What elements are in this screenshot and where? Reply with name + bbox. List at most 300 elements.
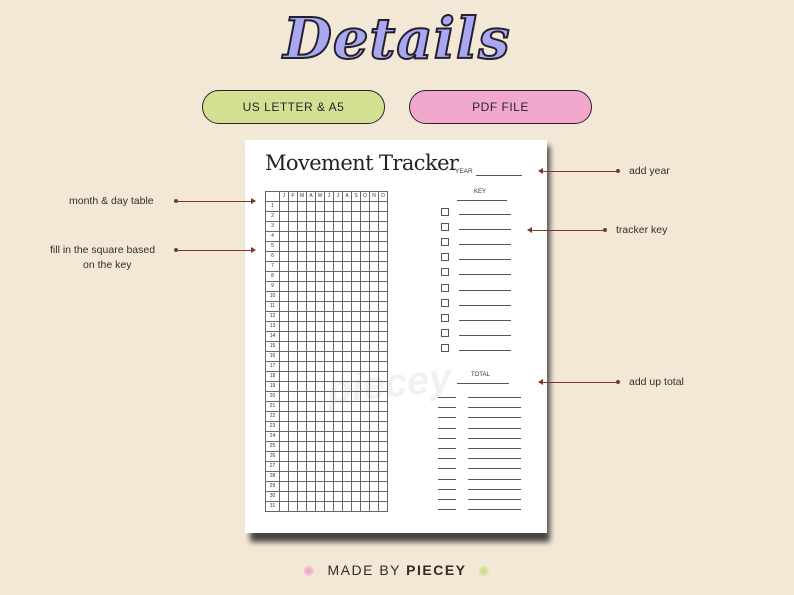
tracker-cell[interactable] bbox=[370, 262, 379, 272]
tracker-cell[interactable] bbox=[334, 502, 343, 512]
tracker-cell[interactable] bbox=[379, 402, 388, 412]
tracker-cell[interactable] bbox=[343, 302, 352, 312]
tracker-cell[interactable] bbox=[325, 212, 334, 222]
tracker-cell[interactable] bbox=[334, 322, 343, 332]
tracker-cell[interactable] bbox=[280, 232, 289, 242]
tracker-cell[interactable] bbox=[316, 322, 325, 332]
tracker-cell[interactable] bbox=[370, 202, 379, 212]
tracker-cell[interactable] bbox=[361, 482, 370, 492]
tracker-cell[interactable] bbox=[289, 402, 298, 412]
tracker-cell[interactable] bbox=[361, 272, 370, 282]
tracker-cell[interactable] bbox=[361, 412, 370, 422]
tracker-cell[interactable] bbox=[307, 222, 316, 232]
tracker-cell[interactable] bbox=[361, 282, 370, 292]
tracker-cell[interactable] bbox=[343, 232, 352, 242]
tracker-cell[interactable] bbox=[316, 442, 325, 452]
tracker-cell[interactable] bbox=[352, 392, 361, 402]
tracker-cell[interactable] bbox=[316, 432, 325, 442]
tracker-cell[interactable] bbox=[379, 292, 388, 302]
tracker-cell[interactable] bbox=[289, 392, 298, 402]
tracker-cell[interactable] bbox=[361, 332, 370, 342]
tracker-cell[interactable] bbox=[307, 302, 316, 312]
tracker-cell[interactable] bbox=[316, 492, 325, 502]
tracker-cell[interactable] bbox=[370, 452, 379, 462]
tracker-cell[interactable] bbox=[370, 252, 379, 262]
tracker-cell[interactable] bbox=[379, 482, 388, 492]
tracker-cell[interactable] bbox=[343, 352, 352, 362]
tracker-cell[interactable] bbox=[352, 272, 361, 282]
tracker-cell[interactable] bbox=[325, 502, 334, 512]
tracker-cell[interactable] bbox=[352, 362, 361, 372]
tracker-cell[interactable] bbox=[343, 292, 352, 302]
tracker-cell[interactable] bbox=[370, 322, 379, 332]
tracker-cell[interactable] bbox=[289, 462, 298, 472]
tracker-cell[interactable] bbox=[280, 462, 289, 472]
tracker-cell[interactable] bbox=[316, 212, 325, 222]
tracker-cell[interactable] bbox=[379, 242, 388, 252]
tracker-cell[interactable] bbox=[370, 302, 379, 312]
tracker-cell[interactable] bbox=[343, 482, 352, 492]
tracker-cell[interactable] bbox=[343, 332, 352, 342]
tracker-cell[interactable] bbox=[289, 202, 298, 212]
tracker-cell[interactable] bbox=[370, 352, 379, 362]
tracker-cell[interactable] bbox=[379, 272, 388, 282]
tracker-cell[interactable] bbox=[352, 402, 361, 412]
tracker-cell[interactable] bbox=[289, 262, 298, 272]
key-checkbox[interactable] bbox=[441, 284, 449, 292]
tracker-cell[interactable] bbox=[316, 302, 325, 312]
tracker-cell[interactable] bbox=[325, 202, 334, 212]
tracker-cell[interactable] bbox=[334, 422, 343, 432]
tracker-cell[interactable] bbox=[352, 252, 361, 262]
tracker-cell[interactable] bbox=[379, 232, 388, 242]
tracker-cell[interactable] bbox=[280, 202, 289, 212]
tracker-cell[interactable] bbox=[325, 382, 334, 392]
tracker-cell[interactable] bbox=[343, 472, 352, 482]
tracker-cell[interactable] bbox=[298, 232, 307, 242]
tracker-cell[interactable] bbox=[325, 442, 334, 452]
tracker-cell[interactable] bbox=[361, 402, 370, 412]
tracker-cell[interactable] bbox=[343, 262, 352, 272]
tracker-cell[interactable] bbox=[298, 432, 307, 442]
tracker-cell[interactable] bbox=[343, 432, 352, 442]
tracker-cell[interactable] bbox=[361, 392, 370, 402]
tracker-cell[interactable] bbox=[316, 382, 325, 392]
tracker-cell[interactable] bbox=[334, 392, 343, 402]
tracker-cell[interactable] bbox=[325, 322, 334, 332]
tracker-cell[interactable] bbox=[370, 282, 379, 292]
tracker-cell[interactable] bbox=[361, 502, 370, 512]
tracker-cell[interactable] bbox=[316, 362, 325, 372]
tracker-cell[interactable] bbox=[334, 412, 343, 422]
tracker-cell[interactable] bbox=[289, 412, 298, 422]
tracker-cell[interactable] bbox=[307, 462, 316, 472]
tracker-cell[interactable] bbox=[307, 202, 316, 212]
tracker-cell[interactable] bbox=[325, 492, 334, 502]
tracker-cell[interactable] bbox=[307, 352, 316, 362]
tracker-cell[interactable] bbox=[379, 312, 388, 322]
tracker-cell[interactable] bbox=[379, 262, 388, 272]
tracker-cell[interactable] bbox=[361, 442, 370, 452]
tracker-cell[interactable] bbox=[307, 242, 316, 252]
tracker-cell[interactable] bbox=[298, 372, 307, 382]
tracker-cell[interactable] bbox=[370, 242, 379, 252]
tracker-cell[interactable] bbox=[379, 352, 388, 362]
tracker-cell[interactable] bbox=[280, 322, 289, 332]
tracker-cell[interactable] bbox=[370, 442, 379, 452]
tracker-cell[interactable] bbox=[379, 302, 388, 312]
tracker-cell[interactable] bbox=[334, 372, 343, 382]
tracker-cell[interactable] bbox=[325, 402, 334, 412]
tracker-cell[interactable] bbox=[316, 202, 325, 212]
tracker-cell[interactable] bbox=[379, 362, 388, 372]
tracker-cell[interactable] bbox=[316, 252, 325, 262]
tracker-cell[interactable] bbox=[352, 352, 361, 362]
tracker-cell[interactable] bbox=[379, 462, 388, 472]
tracker-cell[interactable] bbox=[325, 242, 334, 252]
tracker-cell[interactable] bbox=[298, 222, 307, 232]
tracker-cell[interactable] bbox=[316, 292, 325, 302]
tracker-cell[interactable] bbox=[334, 402, 343, 412]
tracker-cell[interactable] bbox=[370, 392, 379, 402]
tracker-cell[interactable] bbox=[316, 472, 325, 482]
tracker-cell[interactable] bbox=[334, 292, 343, 302]
tracker-cell[interactable] bbox=[352, 432, 361, 442]
tracker-cell[interactable] bbox=[307, 272, 316, 282]
tracker-cell[interactable] bbox=[370, 472, 379, 482]
tracker-cell[interactable] bbox=[361, 312, 370, 322]
tracker-cell[interactable] bbox=[307, 322, 316, 332]
tracker-cell[interactable] bbox=[298, 212, 307, 222]
tracker-cell[interactable] bbox=[298, 362, 307, 372]
tracker-cell[interactable] bbox=[289, 322, 298, 332]
tracker-cell[interactable] bbox=[325, 302, 334, 312]
tracker-cell[interactable] bbox=[289, 502, 298, 512]
tracker-cell[interactable] bbox=[370, 432, 379, 442]
tracker-cell[interactable] bbox=[280, 442, 289, 452]
tracker-cell[interactable] bbox=[280, 222, 289, 232]
tracker-cell[interactable] bbox=[379, 342, 388, 352]
tracker-cell[interactable] bbox=[352, 442, 361, 452]
tracker-cell[interactable] bbox=[316, 402, 325, 412]
tracker-cell[interactable] bbox=[334, 342, 343, 352]
tracker-cell[interactable] bbox=[343, 402, 352, 412]
tracker-cell[interactable] bbox=[325, 432, 334, 442]
tracker-cell[interactable] bbox=[370, 462, 379, 472]
tracker-cell[interactable] bbox=[325, 262, 334, 272]
tracker-cell[interactable] bbox=[352, 222, 361, 232]
tracker-cell[interactable] bbox=[316, 232, 325, 242]
tracker-cell[interactable] bbox=[289, 312, 298, 322]
tracker-cell[interactable] bbox=[343, 342, 352, 352]
tracker-cell[interactable] bbox=[352, 262, 361, 272]
tracker-cell[interactable] bbox=[298, 422, 307, 432]
tracker-cell[interactable] bbox=[280, 482, 289, 492]
tracker-cell[interactable] bbox=[307, 312, 316, 322]
tracker-cell[interactable] bbox=[352, 382, 361, 392]
tracker-cell[interactable] bbox=[325, 222, 334, 232]
tracker-cell[interactable] bbox=[379, 372, 388, 382]
tracker-cell[interactable] bbox=[316, 422, 325, 432]
tracker-cell[interactable] bbox=[334, 302, 343, 312]
tracker-cell[interactable] bbox=[280, 332, 289, 342]
tracker-cell[interactable] bbox=[379, 412, 388, 422]
tracker-cell[interactable] bbox=[316, 482, 325, 492]
tracker-cell[interactable] bbox=[343, 272, 352, 282]
tracker-cell[interactable] bbox=[334, 232, 343, 242]
tracker-cell[interactable] bbox=[352, 212, 361, 222]
tracker-cell[interactable] bbox=[316, 222, 325, 232]
tracker-cell[interactable] bbox=[343, 422, 352, 432]
tracker-cell[interactable] bbox=[280, 212, 289, 222]
tracker-cell[interactable] bbox=[379, 442, 388, 452]
tracker-cell[interactable] bbox=[289, 382, 298, 392]
tracker-cell[interactable] bbox=[361, 422, 370, 432]
tracker-cell[interactable] bbox=[352, 242, 361, 252]
tracker-cell[interactable] bbox=[325, 412, 334, 422]
key-checkbox[interactable] bbox=[441, 329, 449, 337]
tracker-cell[interactable] bbox=[280, 342, 289, 352]
tracker-cell[interactable] bbox=[361, 202, 370, 212]
tracker-cell[interactable] bbox=[379, 322, 388, 332]
tracker-cell[interactable] bbox=[361, 222, 370, 232]
tracker-cell[interactable] bbox=[298, 412, 307, 422]
tracker-cell[interactable] bbox=[307, 372, 316, 382]
tracker-cell[interactable] bbox=[361, 372, 370, 382]
tracker-cell[interactable] bbox=[325, 292, 334, 302]
tracker-cell[interactable] bbox=[361, 212, 370, 222]
tracker-cell[interactable] bbox=[307, 472, 316, 482]
tracker-cell[interactable] bbox=[343, 362, 352, 372]
tracker-cell[interactable] bbox=[325, 332, 334, 342]
tracker-cell[interactable] bbox=[289, 372, 298, 382]
tracker-cell[interactable] bbox=[370, 272, 379, 282]
tracker-cell[interactable] bbox=[307, 502, 316, 512]
tracker-cell[interactable] bbox=[370, 422, 379, 432]
key-checkbox[interactable] bbox=[441, 238, 449, 246]
tracker-cell[interactable] bbox=[307, 442, 316, 452]
tracker-cell[interactable] bbox=[379, 382, 388, 392]
tracker-cell[interactable] bbox=[289, 432, 298, 442]
tracker-cell[interactable] bbox=[298, 312, 307, 322]
tracker-cell[interactable] bbox=[298, 262, 307, 272]
tracker-cell[interactable] bbox=[334, 212, 343, 222]
tracker-cell[interactable] bbox=[289, 232, 298, 242]
tracker-cell[interactable] bbox=[307, 292, 316, 302]
tracker-cell[interactable] bbox=[361, 492, 370, 502]
tracker-cell[interactable] bbox=[343, 392, 352, 402]
tracker-cell[interactable] bbox=[307, 362, 316, 372]
tracker-cell[interactable] bbox=[289, 332, 298, 342]
tracker-cell[interactable] bbox=[352, 482, 361, 492]
tracker-cell[interactable] bbox=[334, 492, 343, 502]
tracker-cell[interactable] bbox=[343, 312, 352, 322]
tracker-cell[interactable] bbox=[298, 272, 307, 282]
tracker-cell[interactable] bbox=[361, 322, 370, 332]
tracker-cell[interactable] bbox=[343, 372, 352, 382]
tracker-cell[interactable] bbox=[298, 402, 307, 412]
tracker-cell[interactable] bbox=[379, 212, 388, 222]
tracker-cell[interactable] bbox=[280, 382, 289, 392]
tracker-cell[interactable] bbox=[298, 242, 307, 252]
tracker-cell[interactable] bbox=[379, 422, 388, 432]
tracker-cell[interactable] bbox=[343, 502, 352, 512]
tracker-cell[interactable] bbox=[370, 332, 379, 342]
tracker-cell[interactable] bbox=[298, 252, 307, 262]
tracker-cell[interactable] bbox=[289, 302, 298, 312]
tracker-cell[interactable] bbox=[307, 382, 316, 392]
tracker-cell[interactable] bbox=[298, 332, 307, 342]
tracker-cell[interactable] bbox=[307, 332, 316, 342]
tracker-cell[interactable] bbox=[325, 482, 334, 492]
tracker-cell[interactable] bbox=[280, 472, 289, 482]
tracker-cell[interactable] bbox=[307, 252, 316, 262]
tracker-cell[interactable] bbox=[325, 462, 334, 472]
tracker-cell[interactable] bbox=[280, 372, 289, 382]
key-checkbox[interactable] bbox=[441, 299, 449, 307]
tracker-cell[interactable] bbox=[307, 392, 316, 402]
tracker-cell[interactable] bbox=[289, 472, 298, 482]
tracker-cell[interactable] bbox=[343, 452, 352, 462]
key-checkbox[interactable] bbox=[441, 253, 449, 261]
tracker-cell[interactable] bbox=[289, 342, 298, 352]
tracker-cell[interactable] bbox=[352, 332, 361, 342]
tracker-cell[interactable] bbox=[298, 282, 307, 292]
tracker-cell[interactable] bbox=[352, 372, 361, 382]
tracker-cell[interactable] bbox=[379, 202, 388, 212]
tracker-cell[interactable] bbox=[334, 442, 343, 452]
tracker-cell[interactable] bbox=[298, 382, 307, 392]
tracker-cell[interactable] bbox=[316, 502, 325, 512]
tracker-cell[interactable] bbox=[334, 472, 343, 482]
tracker-cell[interactable] bbox=[280, 392, 289, 402]
tracker-cell[interactable] bbox=[280, 242, 289, 252]
tracker-cell[interactable] bbox=[334, 312, 343, 322]
tracker-cell[interactable] bbox=[280, 272, 289, 282]
tracker-cell[interactable] bbox=[325, 282, 334, 292]
tracker-cell[interactable] bbox=[361, 362, 370, 372]
tracker-cell[interactable] bbox=[334, 382, 343, 392]
tracker-cell[interactable] bbox=[316, 242, 325, 252]
tracker-cell[interactable] bbox=[280, 402, 289, 412]
tracker-cell[interactable] bbox=[307, 232, 316, 242]
tracker-cell[interactable] bbox=[325, 312, 334, 322]
key-checkbox[interactable] bbox=[441, 314, 449, 322]
tracker-cell[interactable] bbox=[379, 502, 388, 512]
tracker-cell[interactable] bbox=[280, 282, 289, 292]
tracker-cell[interactable] bbox=[316, 462, 325, 472]
tracker-cell[interactable] bbox=[307, 412, 316, 422]
tracker-cell[interactable] bbox=[289, 452, 298, 462]
tracker-cell[interactable] bbox=[289, 482, 298, 492]
tracker-cell[interactable] bbox=[370, 492, 379, 502]
tracker-cell[interactable] bbox=[298, 502, 307, 512]
tracker-cell[interactable] bbox=[343, 442, 352, 452]
tracker-cell[interactable] bbox=[361, 292, 370, 302]
tracker-cell[interactable] bbox=[280, 302, 289, 312]
tracker-cell[interactable] bbox=[370, 502, 379, 512]
tracker-cell[interactable] bbox=[334, 272, 343, 282]
tracker-cell[interactable] bbox=[361, 252, 370, 262]
tracker-cell[interactable] bbox=[361, 472, 370, 482]
tracker-cell[interactable] bbox=[334, 362, 343, 372]
tracker-cell[interactable] bbox=[298, 482, 307, 492]
tracker-cell[interactable] bbox=[352, 492, 361, 502]
tracker-cell[interactable] bbox=[307, 482, 316, 492]
tracker-cell[interactable] bbox=[289, 362, 298, 372]
tracker-cell[interactable] bbox=[325, 352, 334, 362]
tracker-cell[interactable] bbox=[307, 262, 316, 272]
tracker-cell[interactable] bbox=[370, 292, 379, 302]
tracker-cell[interactable] bbox=[280, 262, 289, 272]
tracker-cell[interactable] bbox=[307, 282, 316, 292]
tracker-cell[interactable] bbox=[280, 432, 289, 442]
tracker-cell[interactable] bbox=[280, 292, 289, 302]
tracker-cell[interactable] bbox=[379, 222, 388, 232]
tracker-cell[interactable] bbox=[361, 452, 370, 462]
tracker-cell[interactable] bbox=[343, 462, 352, 472]
tracker-cell[interactable] bbox=[307, 492, 316, 502]
tracker-cell[interactable] bbox=[379, 252, 388, 262]
tracker-cell[interactable] bbox=[325, 272, 334, 282]
tracker-cell[interactable] bbox=[280, 412, 289, 422]
tracker-cell[interactable] bbox=[352, 202, 361, 212]
tracker-cell[interactable] bbox=[343, 322, 352, 332]
tracker-cell[interactable] bbox=[334, 242, 343, 252]
tracker-cell[interactable] bbox=[379, 452, 388, 462]
tracker-cell[interactable] bbox=[298, 202, 307, 212]
tracker-cell[interactable] bbox=[325, 452, 334, 462]
tracker-cell[interactable] bbox=[307, 212, 316, 222]
tracker-cell[interactable] bbox=[379, 392, 388, 402]
tracker-cell[interactable] bbox=[361, 432, 370, 442]
tracker-cell[interactable] bbox=[379, 332, 388, 342]
tracker-cell[interactable] bbox=[334, 282, 343, 292]
tracker-cell[interactable] bbox=[325, 472, 334, 482]
tracker-cell[interactable] bbox=[352, 302, 361, 312]
tracker-cell[interactable] bbox=[334, 432, 343, 442]
tracker-cell[interactable] bbox=[343, 492, 352, 502]
tracker-cell[interactable] bbox=[307, 432, 316, 442]
tracker-cell[interactable] bbox=[370, 372, 379, 382]
tracker-cell[interactable] bbox=[379, 282, 388, 292]
tracker-cell[interactable] bbox=[379, 472, 388, 482]
tracker-cell[interactable] bbox=[316, 282, 325, 292]
tracker-cell[interactable] bbox=[361, 302, 370, 312]
tracker-cell[interactable] bbox=[343, 242, 352, 252]
tracker-cell[interactable] bbox=[316, 352, 325, 362]
tracker-cell[interactable] bbox=[289, 422, 298, 432]
tracker-cell[interactable] bbox=[343, 282, 352, 292]
tracker-cell[interactable] bbox=[343, 412, 352, 422]
tracker-cell[interactable] bbox=[289, 492, 298, 502]
key-checkbox[interactable] bbox=[441, 268, 449, 276]
tracker-cell[interactable] bbox=[334, 262, 343, 272]
tracker-cell[interactable] bbox=[325, 362, 334, 372]
tracker-cell[interactable] bbox=[280, 502, 289, 512]
tracker-cell[interactable] bbox=[298, 472, 307, 482]
tracker-cell[interactable] bbox=[343, 212, 352, 222]
tracker-cell[interactable] bbox=[289, 242, 298, 252]
tracker-cell[interactable] bbox=[370, 362, 379, 372]
tracker-cell[interactable] bbox=[289, 352, 298, 362]
tracker-cell[interactable] bbox=[334, 332, 343, 342]
tracker-cell[interactable] bbox=[334, 202, 343, 212]
tracker-cell[interactable] bbox=[370, 402, 379, 412]
tracker-cell[interactable] bbox=[325, 232, 334, 242]
tracker-cell[interactable] bbox=[298, 462, 307, 472]
tracker-cell[interactable] bbox=[298, 442, 307, 452]
